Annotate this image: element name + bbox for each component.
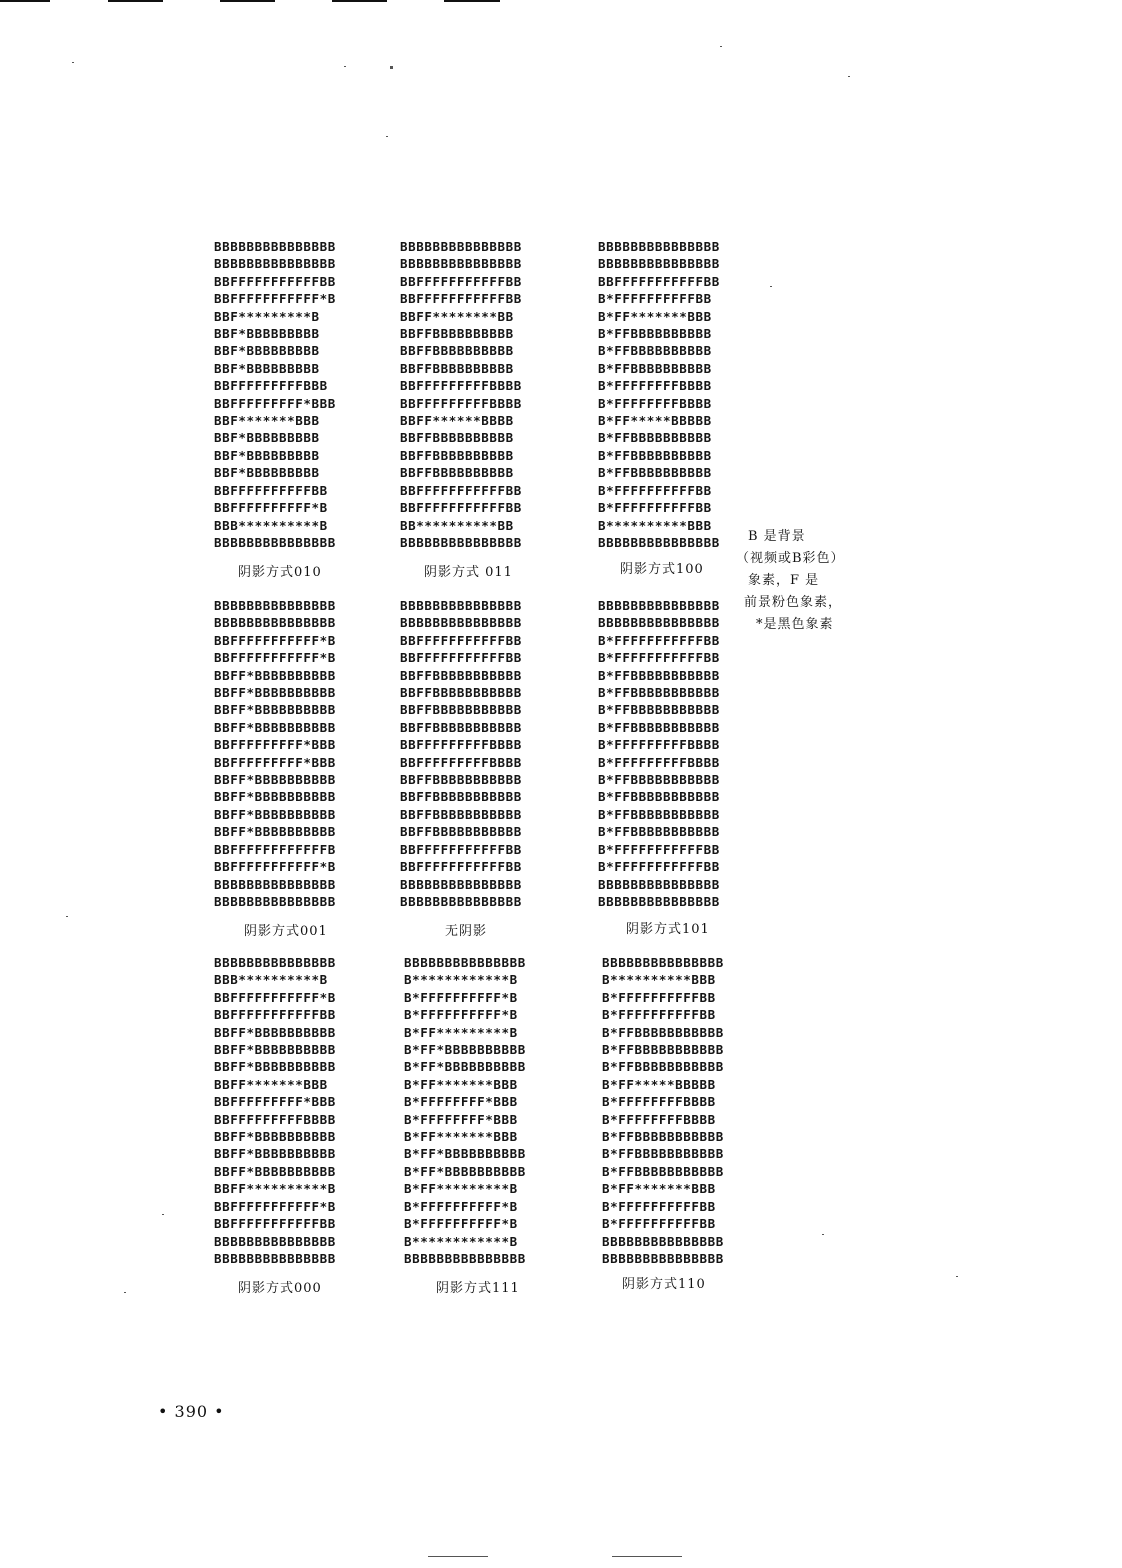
caption-110: 阴影方式110 (622, 1277, 706, 1292)
scan-speck (720, 46, 722, 47)
caption-000: 阴影方式000 (238, 1281, 322, 1296)
scan-speck (162, 1214, 164, 1215)
pattern-grid-110: BBBBBBBBBBBBBBB B**********BBB B*FFFFFFFFFFBB B*FFFFFFFFFFBB B*FFBBBBBBBBBBB B*FFBBBBBBBBBBB B*FFBBBBBBBBBBB B*FF*****BBBBB B*FFFFFFFFBBBB B*FFFFFFFFBBBB B*FFBBBBBBBBBBB B*FFBBBBBBBBBBB B*FFBBBBBBBBBBB B*FF*******BBB B*FFFFFFFFFFBB B*FFFFFFFFFFBB BBBBBBBBBBBBBBB BBBBBBBBBBBBBBB (602, 955, 724, 1266)
caption-111: 阴影方式111 (436, 1281, 520, 1296)
scan-speck (822, 1234, 824, 1235)
scan-speck (390, 66, 393, 69)
top-rule (0, 0, 50, 2)
pattern-grid-011: BBBBBBBBBBBBBBB BBBBBBBBBBBBBBB BBFFFFFFFFFFFBB BBFFFFFFFFFFFBB BBFF********BB BBFFBBBBBBBBBB BBFFBBBBBBBBBB BBFFBBBBBBBBBB BBFFFFFFFFFBBBB BBFFFFFFFFFBBBB BBFF******BBBB BBFFBBBBBBBBBB BBFFBBBBBBBBBB BBFFBBBBBBBBBB BBFFFFFFFFFFFBB BBFFFFFFFFFFFBB BB**********BB BBBBBBBBBBBBBBB (400, 239, 522, 550)
scan-speck (612, 1556, 682, 1557)
pattern-grid-000: BBBBBBBBBBBBBBB BBB**********B BBFFFFFFFFFFF*B BBFFFFFFFFFFFBB BBFF*BBBBBBBBBB BBFF*BBBBBBBBBB BBFF*BBBBBBBBBB BBFF*******BBB BBFFFFFFFFF*BBB BBFFFFFFFFFBBBB BBFF*BBBBBBBBBB BBFF*BBBBBBBBBB BBFF*BBBBBBBBBB BBFF**********B BBFFFFFFFFFFF*B BBFFFFFFFFFFFBB BBBBBBBBBBBBBBB BBBBBBBBBBBBBBB (214, 955, 336, 1266)
scan-speck (124, 1292, 126, 1293)
legend-line: （视频或B彩色） (736, 551, 845, 566)
pattern-grid-101: BBBBBBBBBBBBBBB BBBBBBBBBBBBBBB B*FFFFFFFFFFFBB B*FFFFFFFFFFFBB B*FFBBBBBBBBBBB B*FFBBBBBBBBBBB B*FFBBBBBBBBBBB B*FFBBBBBBBBBBB B*FFFFFFFFFBBBB B*FFFFFFFFFBBBB B*FFBBBBBBBBBBB B*FFBBBBBBBBBBB B*FFBBBBBBBBBBB B*FFBBBBBBBBBBB B*FFFFFFFFFFFBB B*FFFFFFFFFFFBB BBBBBBBBBBBBBBB BBBBBBBBBBBBBBB (598, 598, 720, 909)
pattern-grid-111: BBBBBBBBBBBBBBB B************B B*FFFFFFFFFF*B B*FFFFFFFFFF*B B*FF*********B B*FF*BBBBBBBBBB B*FF*BBBBBBBBBB B*FF*******BBB B*FFFFFFFF*BBB B*FFFFFFFF*BBB B*FF*******BBB B*FF*BBBBBBBBBB B*FF*BBBBBBBBBB B*FF*********B B*FFFFFFFFFF*B B*FFFFFFFFFF*B B************B BBBBBBBBBBBBBBB (404, 955, 526, 1266)
legend-line: B 是背景 (748, 529, 806, 544)
caption-none: 无阴影 (445, 924, 488, 939)
pattern-grid-010: BBBBBBBBBBBBBBB BBBBBBBBBBBBBBB BBFFFFFFFFFFFBB BBFFFFFFFFFFF*B BBF*********B BBF*BBBBBBBBB BBF*BBBBBBBBB BBF*BBBBBBBBB BBFFFFFFFFFBBB BBFFFFFFFFF*BBB BBF*******BBB BBF*BBBBBBBBB BBF*BBBBBBBBB BBF*BBBBBBBBB BBFFFFFFFFFFBB BBFFFFFFFFFF*B BBB**********B BBBBBBBBBBBBBBB (214, 239, 336, 550)
caption-100: 阴影方式100 (620, 562, 704, 577)
scan-speck (386, 136, 388, 137)
pattern-grid-100: BBBBBBBBBBBBBBB BBBBBBBBBBBBBBB BBFFFFFFFFFFFBB B*FFFFFFFFFFBB B*FF*******BBB B*FFBBBBBBBBBB B*FFBBBBBBBBBB B*FFBBBBBBBBBB B*FFFFFFFFBBBB B*FFFFFFFFBBBB B*FF*****BBBBB B*FFBBBBBBBBBB B*FFBBBBBBBBBB B*FFBBBBBBBBBB B*FFFFFFFFFFBB B*FFFFFFFFFFBB B**********BBB BBBBBBBBBBBBBBB (598, 239, 720, 550)
page-number: • 390 • (158, 1402, 225, 1421)
scan-speck (344, 66, 346, 67)
scan-speck (72, 62, 74, 63)
top-rule (220, 0, 275, 2)
top-rule (108, 0, 163, 2)
top-rule (332, 0, 387, 2)
top-rule (444, 0, 500, 2)
legend-line: *是黑色象素 (756, 617, 834, 632)
caption-101: 阴影方式101 (626, 922, 710, 937)
scan-speck (770, 286, 772, 287)
pattern-grid-001: BBBBBBBBBBBBBBB BBBBBBBBBBBBBBB BBFFFFFFFFFFF*B BBFFFFFFFFFFF*B BBFF*BBBBBBBBBB BBFF*BBBBBBBBBB BBFF*BBBBBBBBBB BBFF*BBBBBBBBBB BBFFFFFFFFF*BBB BBFFFFFFFFF*BBB BBFF*BBBBBBBBBB BBFF*BBBBBBBBBB BBFF*BBBBBBBBBB BBFF*BBBBBBBBBB BBFFFFFFFFFFFFB BBFFFFFFFFFFF*B BBBBBBBBBBBBBBB BBBBBBBBBBBBBBB (214, 598, 336, 909)
scan-speck (428, 1556, 488, 1557)
caption-011: 阴影方式 011 (424, 565, 513, 580)
legend (736, 526, 866, 636)
scan-speck (956, 1276, 958, 1277)
caption-001: 阴影方式001 (244, 924, 328, 939)
legend-line: 前景粉色象素， (744, 595, 843, 610)
scan-speck (66, 916, 68, 917)
legend-line: 象素，F 是 (748, 573, 820, 588)
caption-010: 阴影方式010 (238, 565, 322, 580)
scan-speck (848, 76, 850, 77)
pattern-grid-none: BBBBBBBBBBBBBBB BBBBBBBBBBBBBBB BBFFFFFFFFFFFBB BBFFFFFFFFFFFBB BBFFBBBBBBBBBBB BBFFBBBBBBBBBBB BBFFBBBBBBBBBBB BBFFBBBBBBBBBBB BBFFFFFFFFFBBBB BBFFFFFFFFFBBBB BBFFBBBBBBBBBBB BBFFBBBBBBBBBBB BBFFBBBBBBBBBBB BBFFBBBBBBBBBBB BBFFFFFFFFFFFBB BBFFFFFFFFFFFBB BBBBBBBBBBBBBBB BBBBBBBBBBBBBBB (400, 598, 522, 909)
